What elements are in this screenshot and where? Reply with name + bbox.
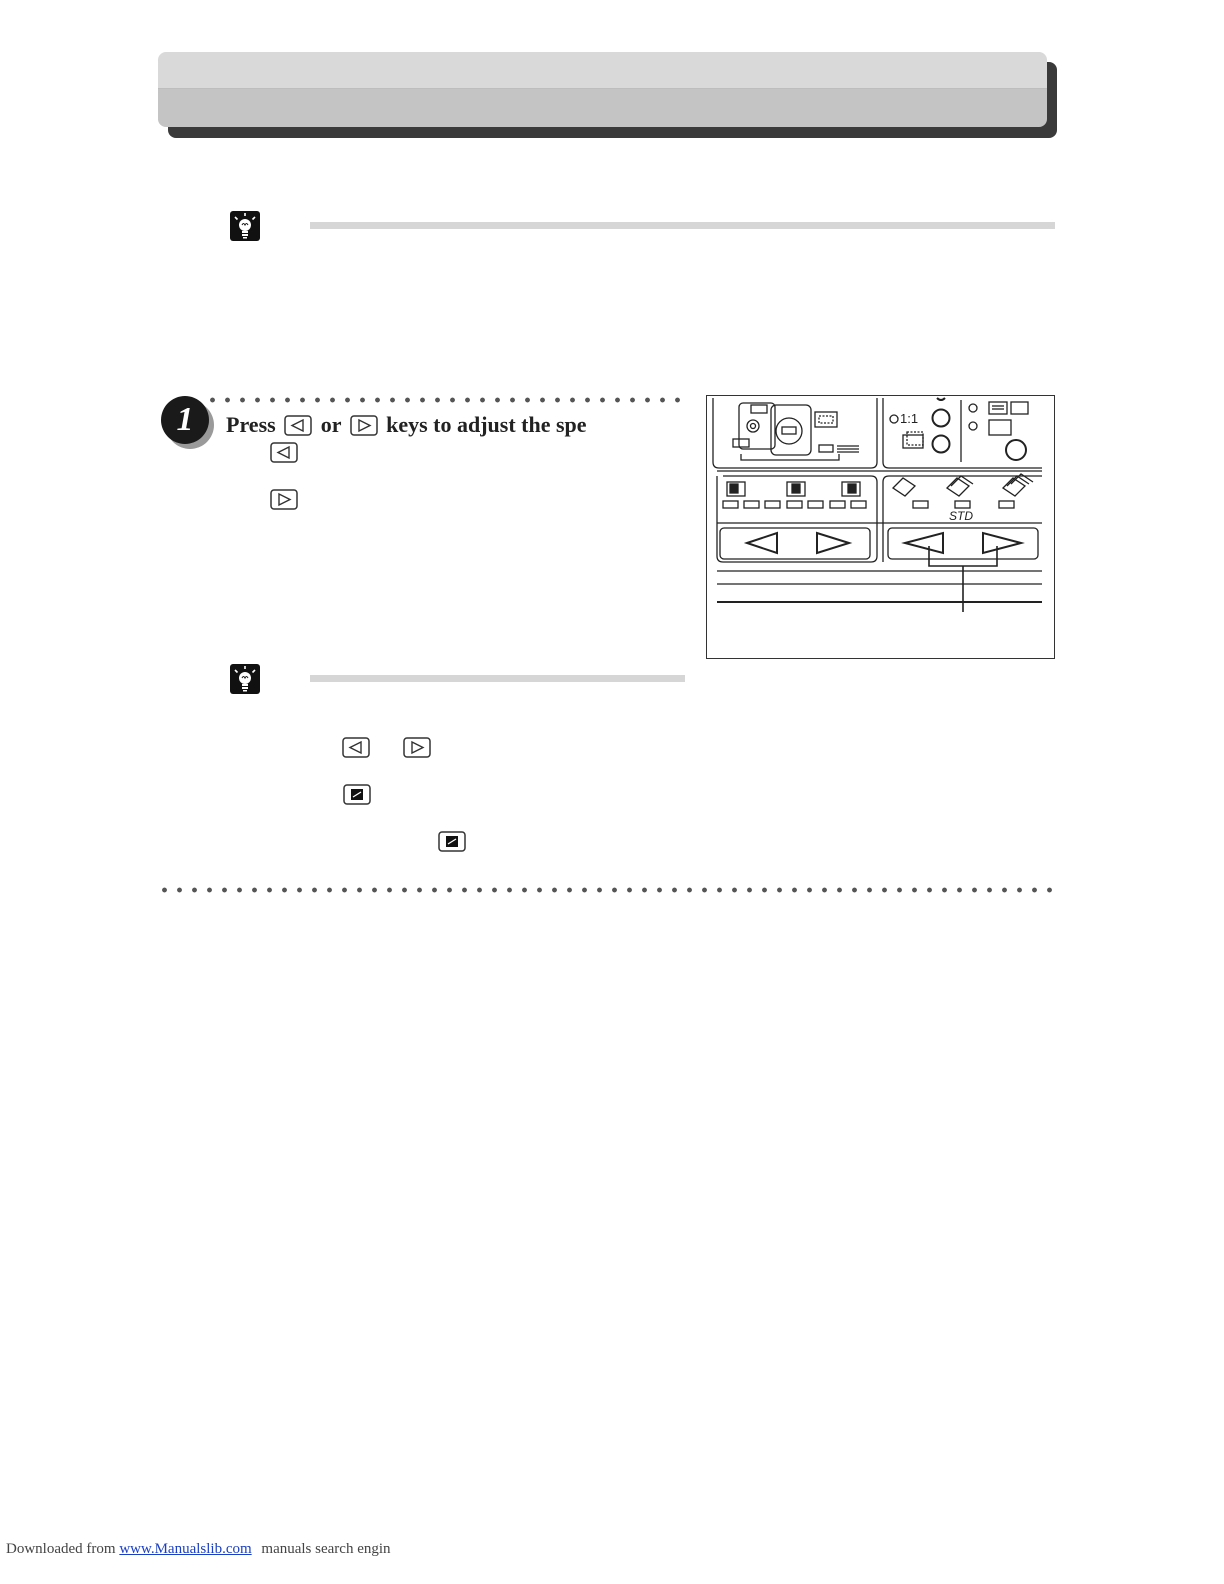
- step-instruction: [226, 410, 587, 444]
- hint-rule: [310, 222, 1055, 229]
- right-arrow-key-icon: [350, 414, 378, 444]
- control-panel-illustration: [706, 395, 1055, 659]
- std-label: STD: [949, 509, 973, 523]
- title-bar-bottom: [158, 89, 1047, 127]
- lightbulb-hint-icon: [230, 211, 260, 241]
- ratio-label: 1:1: [900, 411, 919, 426]
- left-arrow-key-icon: [270, 442, 298, 468]
- step-text-or: or: [320, 412, 342, 437]
- step-text-press: Press: [226, 412, 276, 437]
- section-title-bar: [158, 52, 1047, 127]
- function-key-icon: [343, 784, 371, 810]
- right-arrow-key-icon: [403, 737, 431, 763]
- title-bar-top: [158, 52, 1047, 89]
- lightbulb-hint-icon: [230, 664, 260, 694]
- step-dotted-rule: [205, 397, 687, 403]
- section-dotted-rule: [157, 887, 1057, 893]
- footer-suffix: manuals search engin: [261, 1541, 391, 1557]
- left-arrow-key-icon: [342, 737, 370, 763]
- left-arrow-key-icon: [284, 414, 312, 444]
- footer-prefix: Downloaded from: [6, 1541, 116, 1557]
- step-text-rest: keys to adjust the spe: [386, 412, 587, 437]
- function-key-icon: [438, 831, 466, 857]
- step-number-badge: 1: [161, 396, 209, 444]
- manualslib-link[interactable]: www.Manualslib.com: [119, 1541, 252, 1557]
- footer: [6, 1541, 391, 1558]
- hint-rule: [310, 675, 685, 682]
- right-arrow-key-icon: [270, 489, 298, 515]
